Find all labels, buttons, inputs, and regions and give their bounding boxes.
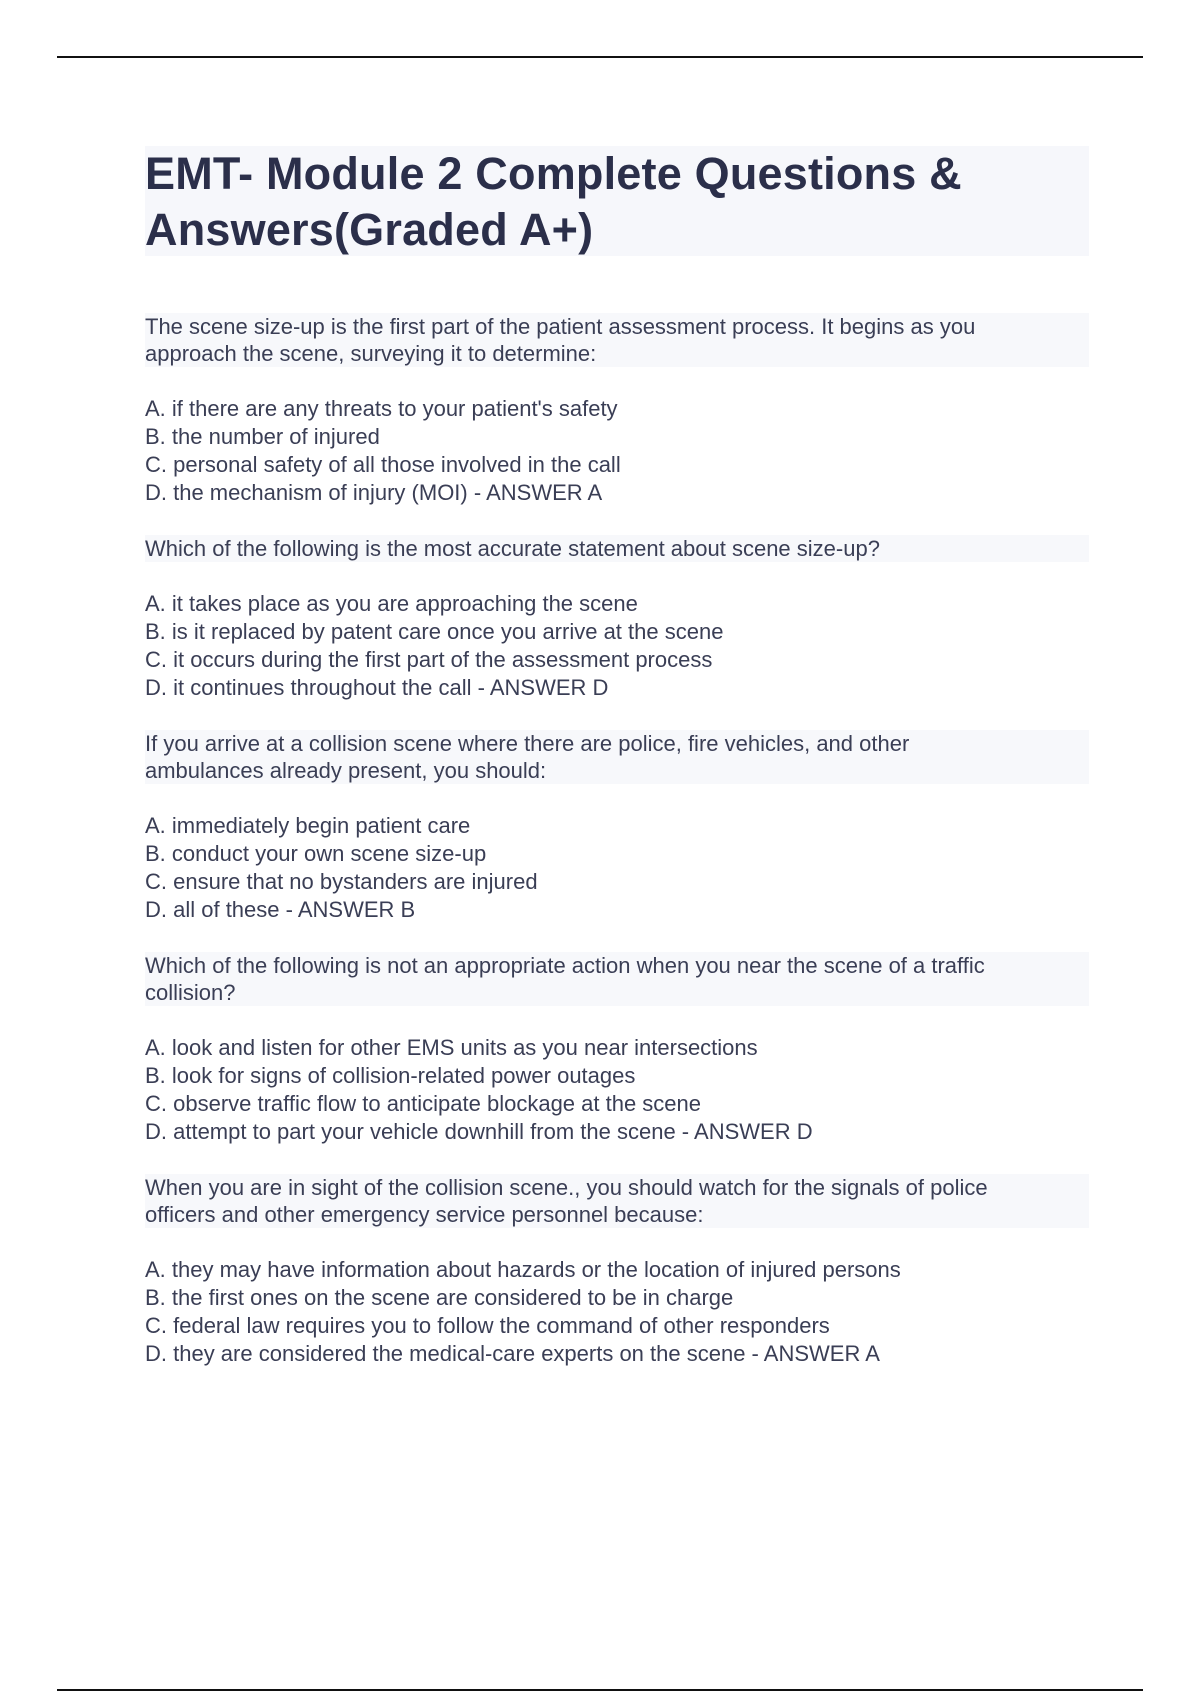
option-d-answer: D. it continues throughout the call - ANSWER D	[145, 675, 609, 700]
option-list	[145, 1034, 1089, 1146]
question-1	[145, 313, 1089, 507]
question-text	[145, 730, 1089, 784]
option-d-answer: D. attempt to part your vehicle downhill from the scene - ANSWER D	[145, 1119, 813, 1144]
option-d-answer: D. they are considered the medical-care experts on the scene - ANSWER A	[145, 1341, 880, 1366]
option-b: B. look for signs of collision-related power outages	[145, 1063, 636, 1088]
question-text	[145, 952, 1089, 1006]
option-b: B. is it replaced by patent care once you arrive at the scene	[145, 619, 724, 644]
question-5	[145, 1174, 1089, 1368]
title-line-1: EMT- Module 2 Complete Questions &	[145, 148, 962, 199]
document-title	[145, 146, 1089, 256]
option-a: A. it takes place as you are approaching the scene	[145, 591, 638, 616]
question-text	[145, 1174, 1089, 1228]
option-list	[145, 395, 1089, 507]
option-list	[145, 812, 1089, 924]
option-d-answer: D. the mechanism of injury (MOI) - ANSWER A	[145, 480, 603, 505]
question-line: When you are in sight of the collision scene., you should watch for the signals of police	[145, 1174, 1089, 1201]
option-c: C. ensure that no bystanders are injured	[145, 869, 538, 894]
question-line: If you arrive at a collision scene where there are police, fire vehicles, and other	[145, 730, 1089, 757]
option-b: B. conduct your own scene size-up	[145, 841, 487, 866]
option-a: A. immediately begin patient care	[145, 813, 471, 838]
question-line: ambulances already present, you should:	[145, 757, 1089, 784]
question-2	[145, 535, 1089, 702]
option-list	[145, 590, 1089, 702]
option-c: C. observe traffic flow to anticipate blockage at the scene	[145, 1091, 702, 1116]
option-d-answer: D. all of these - ANSWER B	[145, 897, 416, 922]
option-b: B. the number of injured	[145, 424, 380, 449]
option-c: C. it occurs during the first part of the assessment process	[145, 647, 713, 672]
question-text	[145, 313, 1089, 367]
option-c: C. personal safety of all those involved in the call	[145, 452, 621, 477]
question-list	[145, 313, 1089, 1396]
question-line: Which of the following is not an appropriate action when you near the scene of a traffic	[145, 952, 1089, 979]
option-b: B. the first ones on the scene are considered to be in charge	[145, 1285, 734, 1310]
question-3	[145, 730, 1089, 924]
option-a: A. if there are any threats to your patient's safety	[145, 396, 618, 421]
question-line: Which of the following is the most accurate statement about scene size-up?	[145, 535, 1089, 562]
question-line: officers and other emergency service personnel because:	[145, 1201, 1089, 1228]
bottom-rule	[57, 1689, 1143, 1691]
question-line: The scene size-up is the first part of the patient assessment process. It begins as you	[145, 313, 1089, 340]
option-a: A. look and listen for other EMS units as you near intersections	[145, 1035, 758, 1060]
question-text	[145, 535, 1089, 562]
question-line: collision?	[145, 979, 1089, 1006]
top-rule	[57, 56, 1143, 58]
question-4	[145, 952, 1089, 1146]
title-line-2: Answers(Graded A+)	[145, 204, 594, 255]
question-line: approach the scene, surveying it to determine:	[145, 340, 1089, 367]
option-list	[145, 1256, 1089, 1368]
option-a: A. they may have information about hazards or the location of injured persons	[145, 1257, 901, 1282]
option-c: C. federal law requires you to follow the command of other responders	[145, 1313, 830, 1338]
